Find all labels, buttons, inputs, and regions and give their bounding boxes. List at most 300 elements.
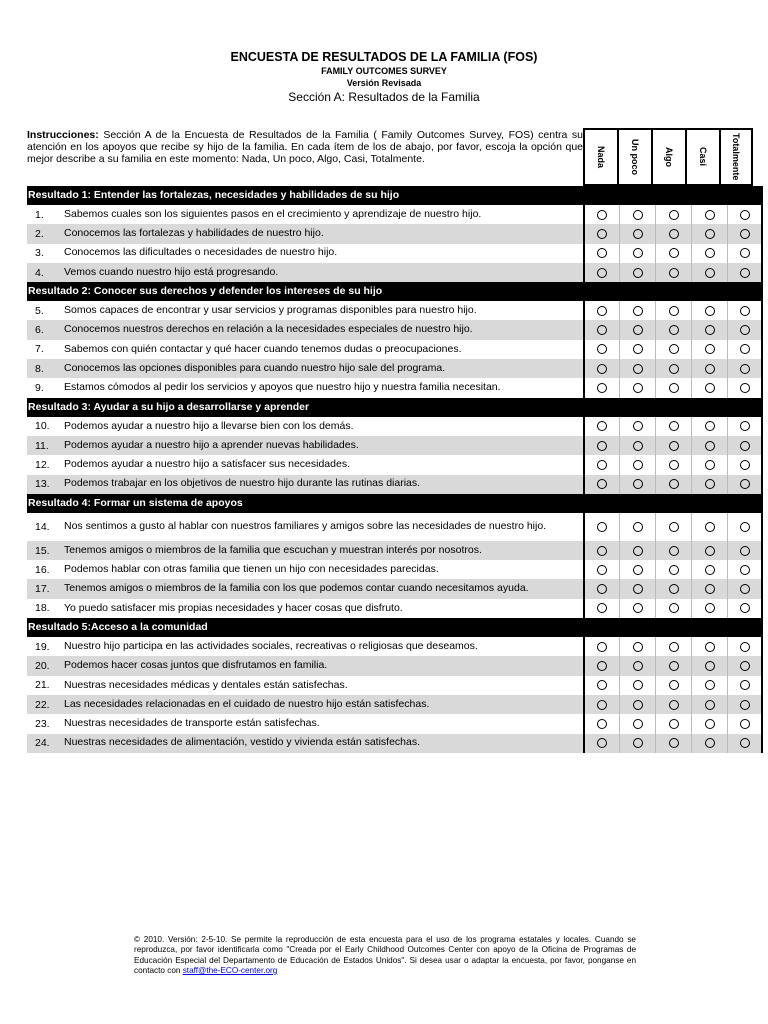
answer-cell	[655, 244, 691, 263]
question-text: Sabemos cuales son los siguientes pasos en el crecimiento y aprendizaje de nuestro hijo.	[64, 207, 482, 220]
answer-radio-2[interactable]	[633, 522, 643, 532]
answer-radio-2[interactable]	[633, 719, 643, 729]
answer-radio-2[interactable]	[633, 603, 643, 613]
answer-radio-1[interactable]	[597, 661, 607, 671]
answer-radio-2[interactable]	[633, 383, 643, 393]
answer-cell	[691, 320, 727, 339]
contact-email-link[interactable]: staff@the-ECO-center.org	[182, 965, 278, 975]
answer-radio-1[interactable]	[597, 383, 607, 393]
question-row	[27, 359, 763, 378]
answer-radio-5[interactable]	[740, 325, 750, 335]
answer-radio-4[interactable]	[705, 642, 715, 652]
answer-cell	[727, 301, 763, 320]
answer-radio-4[interactable]	[705, 522, 715, 532]
question-text: Somos capaces de encontrar y usar servicios y programas disponibles para nuestro hijo.	[64, 304, 477, 317]
question-number: 12.	[35, 458, 50, 471]
footer-text: © 2010. Versión: 2-5-10. Se permite la reproducción de esta encuesta para el uso de los programa estatales y locales. Cuando se reproduzca, por favor identificarla como "Creada por el Early Childhood Outcomes Center con apoyo de la Oficina de Programas de Educación Especial del Departamento de Educación de Estados Unidos". Si desea usar o adaptar la encuesta, por favor, ponganse en contacto con	[134, 935, 636, 975]
section-title: Sección A: Resultados de la Familia	[288, 90, 480, 104]
answer-cell	[727, 734, 763, 753]
question-text: Nuestras necesidades de alimentación, vestido y vivienda están satisfechas.	[64, 736, 421, 749]
question-row	[27, 378, 763, 397]
answer-radio-5[interactable]	[740, 603, 750, 613]
answer-cell	[655, 359, 691, 378]
answer-cell	[655, 513, 691, 541]
section-header-2: Resultado 2: Conocer sus derechos y defender los intereses de su hijo	[27, 282, 763, 301]
answer-cell	[727, 359, 763, 378]
question-text: Podemos hablar con otras familia que tienen un hijo con necesidades parecidas.	[64, 563, 439, 576]
question-row	[27, 676, 763, 695]
answer-cell	[727, 455, 763, 474]
question-number: 4.	[35, 266, 44, 279]
answer-cell	[619, 656, 655, 675]
question-row	[27, 244, 763, 263]
question-number: 8.	[35, 362, 44, 375]
answer-cell	[583, 695, 619, 714]
answer-radio-2[interactable]	[633, 421, 643, 431]
answer-cell	[727, 579, 763, 598]
answer-cell	[655, 378, 691, 397]
answer-cell	[583, 320, 619, 339]
answer-cell	[727, 224, 763, 243]
table-header-row	[27, 128, 763, 186]
section-header-1: Resultado 1: Entender las fortalezas, necesidades y habilidades de su hijo	[27, 186, 763, 205]
question-row	[27, 734, 763, 753]
answer-radio-1[interactable]	[597, 546, 607, 556]
question-text: Nos sentimos a gusto al hablar con nuestros familiares y amigos sobre las necesidades de nuestro hijo.	[64, 520, 547, 533]
answer-cell	[691, 378, 727, 397]
question-text: Tenemos amigos o miembros de la familia con los que podemos contar cuando necesitamos ayuda.	[64, 582, 529, 595]
column-header-casi	[685, 128, 719, 186]
question-number: 3.	[35, 247, 44, 260]
question-number: 18.	[35, 602, 50, 615]
answer-cell	[655, 714, 691, 733]
question-text: Nuestras necesidades médicas y dentales están satisfechas.	[64, 678, 348, 691]
survey-version: Versión Revisada	[346, 78, 422, 88]
answer-cell	[691, 436, 727, 455]
answer-cell	[655, 541, 691, 560]
answer-radio-1[interactable]	[597, 479, 607, 489]
answer-radio-5[interactable]	[740, 584, 750, 594]
answer-cell	[619, 244, 655, 263]
answer-cell	[691, 359, 727, 378]
survey-table	[27, 128, 763, 753]
answer-cell	[655, 455, 691, 474]
answer-radio-3[interactable]	[669, 248, 679, 258]
answer-cell	[619, 734, 655, 753]
answer-cell	[691, 417, 727, 436]
question-text: Conocemos las fortalezas y habilidades de nuestro hijo.	[64, 227, 324, 240]
answer-radio-5[interactable]	[740, 680, 750, 690]
question-number: 24.	[35, 737, 50, 750]
answer-radio-4[interactable]	[705, 383, 715, 393]
answer-radio-2[interactable]	[633, 306, 643, 316]
question-text: Conocemos las dificultades o necesidades de nuestro hijo.	[64, 246, 338, 259]
question-row	[27, 320, 763, 339]
answer-radio-2[interactable]	[633, 268, 643, 278]
answer-radio-4[interactable]	[705, 603, 715, 613]
answer-cell	[727, 599, 763, 618]
answer-cell	[619, 714, 655, 733]
instructions	[27, 128, 583, 186]
question-number: 13.	[35, 478, 50, 491]
answer-cell	[655, 637, 691, 656]
answer-radio-4[interactable]	[705, 306, 715, 316]
answer-radio-2[interactable]	[633, 364, 643, 374]
question-number: 22.	[35, 698, 50, 711]
answer-cell	[583, 475, 619, 494]
answer-cell	[655, 475, 691, 494]
answer-radio-3[interactable]	[669, 522, 679, 532]
answer-radio-1[interactable]	[597, 460, 607, 470]
answer-cell	[691, 676, 727, 695]
answer-radio-1[interactable]	[597, 364, 607, 374]
answer-radio-3[interactable]	[669, 383, 679, 393]
answer-radio-3[interactable]	[669, 441, 679, 451]
answer-radio-1[interactable]	[597, 229, 607, 239]
answer-radio-5[interactable]	[740, 661, 750, 671]
question-number: 5.	[35, 304, 44, 317]
answer-radio-3[interactable]	[669, 642, 679, 652]
answer-cell	[727, 417, 763, 436]
answer-radio-1[interactable]	[597, 565, 607, 575]
answer-radio-1[interactable]	[597, 421, 607, 431]
answer-cell	[619, 359, 655, 378]
answer-cell	[655, 560, 691, 579]
answer-cell	[583, 656, 619, 675]
answer-cell	[655, 320, 691, 339]
answer-cell	[619, 695, 655, 714]
answer-cell	[583, 340, 619, 359]
answer-radio-2[interactable]	[633, 661, 643, 671]
answer-radio-4[interactable]	[705, 479, 715, 489]
answer-radio-3[interactable]	[669, 565, 679, 575]
answer-radio-3[interactable]	[669, 738, 679, 748]
answer-cell	[655, 695, 691, 714]
question-row	[27, 436, 763, 455]
answer-radio-4[interactable]	[705, 268, 715, 278]
answer-radio-2[interactable]	[633, 700, 643, 710]
question-text: Tenemos amigos o miembros de la familia que escuchan y muestran interés por nosotros.	[64, 543, 482, 556]
answer-radio-1[interactable]	[597, 738, 607, 748]
answer-cell	[691, 695, 727, 714]
answer-radio-4[interactable]	[705, 719, 715, 729]
column-header-totalmente	[719, 128, 753, 186]
question-number: 14.	[35, 520, 50, 533]
question-text: Estamos cómodos al pedir los servicios y apoyos que nuestro hijo y nuestra familia necesitan.	[64, 381, 501, 394]
answer-radio-4[interactable]	[705, 364, 715, 374]
answer-radio-5[interactable]	[740, 364, 750, 374]
answer-cell	[583, 436, 619, 455]
question-row	[27, 637, 763, 656]
answer-radio-1[interactable]	[597, 210, 607, 220]
answer-radio-2[interactable]	[633, 248, 643, 258]
answer-cell	[727, 676, 763, 695]
instructions-text: Sección A de la Encuesta de Resultados de la Familia ( Family Outcomes Survey, FOS) centra su atención en los apoyos que recibe sy hijo de la familia. En cada ítem de los de abajo, por favor, escoja la opción que mejor describe a su familia en este momento: Nada, Un poco, Algo, Casi, Totalmente.	[27, 129, 583, 165]
copyright-footer	[134, 935, 636, 976]
answer-radio-2[interactable]	[633, 460, 643, 470]
answer-radio-2[interactable]	[633, 210, 643, 220]
answer-cell	[691, 714, 727, 733]
answer-radio-4[interactable]	[705, 584, 715, 594]
answer-cell	[583, 417, 619, 436]
answer-radio-3[interactable]	[669, 603, 679, 613]
column-label: Totalmente	[731, 133, 741, 181]
answer-radio-5[interactable]	[740, 248, 750, 258]
answer-radio-5[interactable]	[740, 479, 750, 489]
answer-cell	[583, 599, 619, 618]
question-number: 21.	[35, 679, 50, 692]
question-text: Conocemos las opciones disponibles para cuando nuestro hijo sale del programa.	[64, 361, 446, 374]
answer-radio-5[interactable]	[740, 421, 750, 431]
question-row	[27, 340, 763, 359]
answer-cell	[727, 205, 763, 224]
answer-radio-5[interactable]	[740, 522, 750, 532]
answer-cell	[619, 436, 655, 455]
answer-cell	[691, 541, 727, 560]
question-row	[27, 455, 763, 474]
column-label: Un poco	[630, 139, 640, 175]
answer-radio-3[interactable]	[669, 421, 679, 431]
answer-cell	[619, 455, 655, 474]
answer-radio-1[interactable]	[597, 603, 607, 613]
answer-radio-2[interactable]	[633, 325, 643, 335]
question-row	[27, 417, 763, 436]
question-row	[27, 224, 763, 243]
answer-cell	[583, 579, 619, 598]
question-number: 20.	[35, 659, 50, 672]
answer-cell	[619, 417, 655, 436]
answer-radio-1[interactable]	[597, 248, 607, 258]
answer-radio-5[interactable]	[740, 268, 750, 278]
answer-radio-3[interactable]	[669, 680, 679, 690]
answer-cell	[655, 599, 691, 618]
question-number: 11.	[35, 439, 49, 452]
answer-cell	[619, 263, 655, 282]
answer-radio-1[interactable]	[597, 680, 607, 690]
column-label: Algo	[664, 147, 674, 167]
answer-cell	[691, 244, 727, 263]
answer-cell	[583, 513, 619, 541]
column-header-un-poco	[617, 128, 651, 186]
answer-radio-2[interactable]	[633, 565, 643, 575]
answer-cell	[583, 205, 619, 224]
answer-radio-4[interactable]	[705, 210, 715, 220]
answer-cell	[619, 560, 655, 579]
answer-cell	[655, 205, 691, 224]
answer-radio-1[interactable]	[597, 719, 607, 729]
answer-cell	[619, 676, 655, 695]
answer-cell	[727, 560, 763, 579]
answer-radio-2[interactable]	[633, 680, 643, 690]
answer-cell	[583, 637, 619, 656]
question-row	[27, 263, 763, 282]
answer-radio-5[interactable]	[740, 210, 750, 220]
answer-cell	[655, 579, 691, 598]
answer-radio-2[interactable]	[633, 642, 643, 652]
answer-radio-3[interactable]	[669, 479, 679, 489]
answer-radio-3[interactable]	[669, 268, 679, 278]
answer-radio-4[interactable]	[705, 229, 715, 239]
answer-radio-2[interactable]	[633, 738, 643, 748]
answer-cell	[655, 734, 691, 753]
answer-cell	[691, 475, 727, 494]
answer-radio-3[interactable]	[669, 584, 679, 594]
answer-radio-5[interactable]	[740, 565, 750, 575]
answer-radio-2[interactable]	[633, 584, 643, 594]
question-text: Conocemos nuestros derechos en relación a la necesidades especiales de nuestro hijo.	[64, 323, 473, 336]
answer-cell	[619, 513, 655, 541]
question-row	[27, 301, 763, 320]
answer-radio-5[interactable]	[740, 700, 750, 710]
question-number: 19.	[35, 640, 50, 653]
answer-cell	[691, 263, 727, 282]
answer-cell	[727, 378, 763, 397]
survey-title: ENCUESTA DE RESULTADOS DE LA FAMILIA (FOS)	[230, 50, 538, 64]
question-text: Podemos trabajar en los objetivos de nuestro hijo durante las rutinas diarias.	[64, 477, 421, 490]
answer-cell	[691, 455, 727, 474]
question-row	[27, 599, 763, 618]
answer-radio-3[interactable]	[669, 364, 679, 374]
answer-radio-1[interactable]	[597, 325, 607, 335]
answer-cell	[655, 656, 691, 675]
answer-radio-4[interactable]	[705, 700, 715, 710]
answer-cell	[655, 224, 691, 243]
answer-cell	[655, 340, 691, 359]
question-text: Yo puedo satisfacer mis propias necesidades y hacer cosas que disfruto.	[64, 601, 403, 614]
answer-radio-1[interactable]	[597, 441, 607, 451]
answer-cell	[619, 599, 655, 618]
answer-radio-3[interactable]	[669, 546, 679, 556]
answer-cell	[727, 436, 763, 455]
answer-cell	[583, 301, 619, 320]
question-number: 9.	[35, 382, 44, 395]
answer-radio-5[interactable]	[740, 229, 750, 239]
answer-radio-3[interactable]	[669, 210, 679, 220]
answer-radio-1[interactable]	[597, 344, 607, 354]
answer-radio-5[interactable]	[740, 383, 750, 393]
answer-radio-1[interactable]	[597, 642, 607, 652]
answer-cell	[583, 224, 619, 243]
question-number: 16.	[35, 563, 50, 576]
answer-radio-4[interactable]	[705, 661, 715, 671]
question-text: Vemos cuando nuestro hijo está progresando.	[64, 265, 279, 278]
answer-radio-4[interactable]	[705, 680, 715, 690]
answer-radio-3[interactable]	[669, 700, 679, 710]
answer-radio-2[interactable]	[633, 344, 643, 354]
answer-radio-5[interactable]	[740, 441, 750, 451]
answer-radio-4[interactable]	[705, 248, 715, 258]
answer-radio-5[interactable]	[740, 344, 750, 354]
answer-radio-3[interactable]	[669, 229, 679, 239]
answer-cell	[691, 205, 727, 224]
answer-radio-5[interactable]	[740, 546, 750, 556]
answer-cell	[655, 417, 691, 436]
answer-radio-4[interactable]	[705, 344, 715, 354]
question-text: Podemos ayudar a nuestro hijo a aprender nuevas habilidades.	[64, 438, 359, 451]
answer-radio-1[interactable]	[597, 700, 607, 710]
question-text: Sabemos con quién contactar y qué hacer cuando tenemos dudas o preocupaciones.	[64, 342, 462, 355]
answer-cell	[691, 637, 727, 656]
answer-radio-4[interactable]	[705, 460, 715, 470]
answer-cell	[691, 560, 727, 579]
answer-radio-5[interactable]	[740, 306, 750, 316]
answer-cell	[727, 656, 763, 675]
answer-cell	[727, 263, 763, 282]
answer-radio-4[interactable]	[705, 565, 715, 575]
answer-cell	[619, 320, 655, 339]
question-text: Podemos ayudar a nuestro hijo a llevarse bien con los demás.	[64, 419, 354, 432]
document-header	[0, 50, 768, 105]
answer-radio-2[interactable]	[633, 479, 643, 489]
column-label: Nada	[596, 145, 606, 168]
question-number: 6.	[35, 324, 44, 337]
answer-radio-5[interactable]	[740, 719, 750, 729]
answer-radio-3[interactable]	[669, 460, 679, 470]
answer-cell	[727, 714, 763, 733]
question-row	[27, 513, 763, 541]
answer-cell	[583, 734, 619, 753]
answer-radio-1[interactable]	[597, 522, 607, 532]
answer-cell	[583, 359, 619, 378]
answer-cell	[691, 734, 727, 753]
answer-radio-1[interactable]	[597, 584, 607, 594]
answer-radio-3[interactable]	[669, 661, 679, 671]
answer-radio-4[interactable]	[705, 421, 715, 431]
answer-cell	[583, 541, 619, 560]
question-row	[27, 541, 763, 560]
answer-cell	[583, 560, 619, 579]
answer-cell	[691, 579, 727, 598]
instructions-label: Instrucciones:	[27, 129, 99, 141]
answer-radio-4[interactable]	[705, 738, 715, 748]
answer-radio-5[interactable]	[740, 460, 750, 470]
question-number: 7.	[35, 343, 44, 356]
answer-cell	[655, 301, 691, 320]
question-number: 1.	[35, 208, 44, 221]
answer-cell	[619, 340, 655, 359]
answer-cell	[619, 301, 655, 320]
answer-radio-4[interactable]	[705, 325, 715, 335]
answer-radio-4[interactable]	[705, 441, 715, 451]
answer-cell	[727, 320, 763, 339]
answer-cell	[583, 676, 619, 695]
question-row	[27, 714, 763, 733]
answer-radio-2[interactable]	[633, 229, 643, 239]
answer-radio-4[interactable]	[705, 546, 715, 556]
answer-cell	[727, 513, 763, 541]
sections-container	[27, 186, 763, 753]
answer-radio-5[interactable]	[740, 642, 750, 652]
answer-radio-1[interactable]	[597, 306, 607, 316]
answer-radio-3[interactable]	[669, 719, 679, 729]
section-header-5: Resultado 5:Acceso a la comunidad	[27, 618, 763, 637]
answer-radio-2[interactable]	[633, 546, 643, 556]
answer-cell	[727, 637, 763, 656]
answer-radio-5[interactable]	[740, 738, 750, 748]
section-header-3: Resultado 3: Ayudar a su hijo a desarrollarse y aprender	[27, 398, 763, 417]
answer-cell	[583, 244, 619, 263]
answer-cell	[727, 244, 763, 263]
answer-radio-3[interactable]	[669, 344, 679, 354]
answer-radio-2[interactable]	[633, 441, 643, 451]
answer-radio-3[interactable]	[669, 306, 679, 316]
question-row	[27, 579, 763, 598]
answer-cell	[583, 263, 619, 282]
answer-radio-3[interactable]	[669, 325, 679, 335]
answer-radio-1[interactable]	[597, 268, 607, 278]
question-text: Nuestras necesidades de transporte están satisfechas.	[64, 717, 320, 730]
column-header-nada	[583, 128, 617, 186]
